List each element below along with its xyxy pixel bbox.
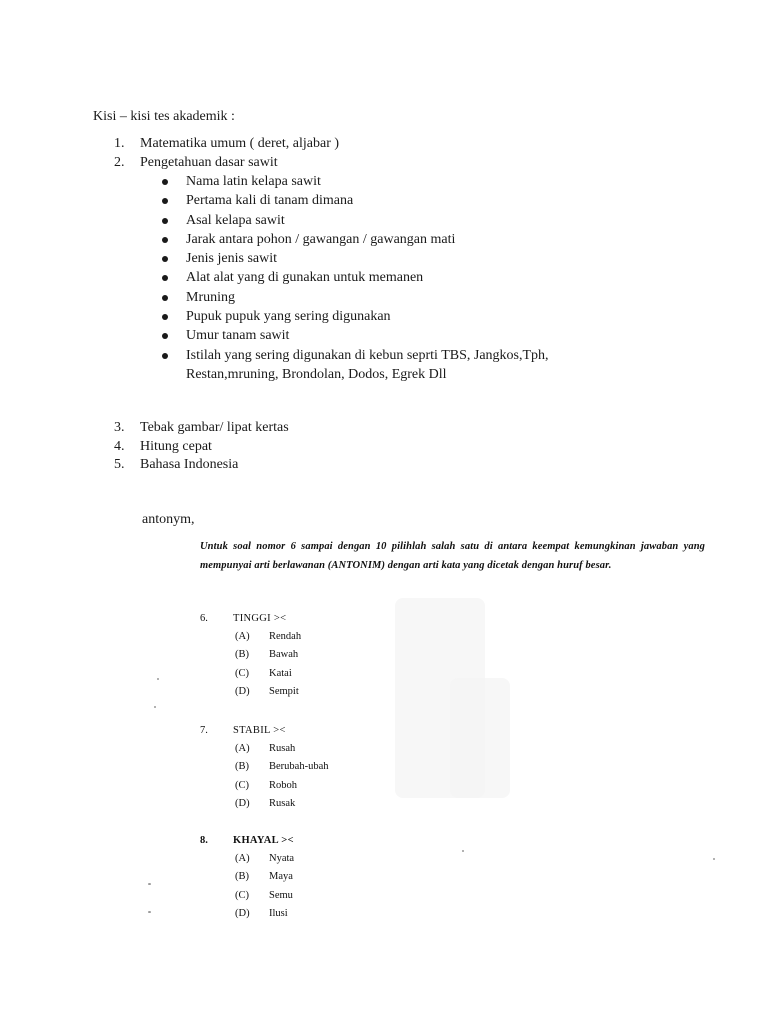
option-label: (B) [235, 871, 249, 883]
option-label: (A) [235, 853, 250, 864]
bullet-dot-icon [162, 295, 168, 301]
antonym-label: antonym, [142, 512, 195, 527]
option-label: (A) [235, 631, 250, 642]
question-block [200, 610, 450, 701]
option-text: Berubah-ubah [269, 761, 329, 773]
option-label: (C) [235, 779, 249, 791]
scan-smudge [450, 678, 510, 798]
item-text: Hitung cepat [140, 438, 212, 454]
scanned-exam-excerpt [140, 528, 730, 938]
answer-option [200, 646, 450, 664]
option-text: Bawah [269, 649, 299, 661]
bullet-dot-icon [162, 237, 168, 243]
question-word: STABIL >< [233, 725, 286, 736]
item-text: Pengetahuan dasar sawit [140, 154, 278, 170]
option-text: Sempit [269, 685, 299, 697]
option-label: (B) [235, 761, 249, 773]
bullet-text: Asal kelapa sawit [186, 212, 285, 228]
item-number: 1. [114, 136, 125, 151]
item-number: 3. [114, 420, 125, 435]
bullet-item [160, 230, 610, 249]
option-label: (B) [235, 649, 249, 661]
question-word: TINGGI >< [233, 613, 287, 624]
bullet-dot-icon [162, 333, 168, 339]
question-number: 7. [200, 725, 208, 736]
list-item [114, 154, 339, 173]
list-item [114, 135, 339, 154]
bullet-dot-icon [162, 198, 168, 204]
scan-speck [148, 883, 151, 885]
bullet-item [160, 191, 610, 210]
answer-option [200, 887, 450, 905]
answer-option [200, 683, 450, 701]
bullet-item [160, 172, 610, 191]
scan-speck [148, 911, 151, 913]
bullet-text: Nama latin kelapa sawit [186, 174, 321, 189]
option-text: Semu [269, 889, 293, 901]
scan-speck [713, 858, 715, 860]
option-text: Nyata [269, 853, 295, 864]
bullet-text: Istilah yang sering digunakan di kebun seprti TBS, Jangkos,Tph, Restan,mruning, Brondolan, Dodos, Egrek Dll [186, 347, 549, 382]
scan-speck [462, 850, 464, 852]
answer-option [200, 795, 450, 813]
bullet-item [160, 288, 610, 307]
answer-option [200, 758, 450, 776]
question-header [200, 610, 450, 628]
bullet-text: Mruning [186, 289, 235, 305]
bullet-item [160, 346, 610, 385]
answer-option [200, 850, 450, 868]
question-header [200, 832, 450, 850]
option-text: Roboh [269, 779, 298, 791]
bullet-text: Umur tanam sawit [186, 328, 290, 344]
page-heading: Kisi – kisi tes akademik : [93, 109, 235, 124]
bullet-dot-icon [162, 314, 168, 320]
question-number: 6. [200, 613, 208, 624]
list-item [114, 419, 289, 438]
question-block [200, 832, 450, 923]
answer-option [200, 905, 450, 923]
answer-option [200, 868, 450, 886]
scan-speck [157, 678, 159, 680]
bullet-dot-icon [162, 353, 168, 359]
question-number: 8. [200, 835, 208, 846]
bullet-item [160, 326, 610, 345]
option-label: (D) [235, 685, 250, 697]
option-text: Katai [269, 667, 292, 679]
item-text: Matematika umum ( deret, aljabar ) [140, 136, 340, 151]
item-text: Bahasa Indonesia [140, 457, 239, 472]
bullet-dot-icon [162, 218, 168, 224]
answer-option [200, 665, 450, 683]
instruction-text: Untuk soal nomor 6 sampai dengan 10 pilihlah salah satu di antara keempat kemungkinan jawaban yang mempunyai arti berlawanan (ANTONIM) dengan arti kata yang dicetak dengan huruf besar. [200, 541, 705, 571]
bullet-item [160, 249, 610, 268]
option-label: (D) [235, 797, 250, 809]
bullet-item [160, 211, 610, 230]
option-label: (A) [235, 743, 250, 754]
option-text: Rusah [269, 743, 296, 754]
bullet-item [160, 307, 610, 326]
option-text: Maya [269, 871, 293, 883]
item-text: Tebak gambar/ lipat kertas [140, 420, 289, 435]
bullet-text: Pertama kali di tanam dimana [186, 193, 354, 209]
option-label: (C) [235, 667, 249, 679]
question-word: KHAYAL >< [233, 835, 294, 846]
option-label: (C) [235, 889, 249, 901]
bullet-dot-icon [162, 256, 168, 262]
numbered-list-bottom [114, 419, 289, 475]
bullet-dot-icon [162, 275, 168, 281]
item-number: 2. [114, 154, 125, 170]
option-text: Rusak [269, 797, 296, 809]
answer-option [200, 628, 450, 646]
numbered-list-top [114, 135, 339, 172]
option-text: Rendah [269, 631, 302, 642]
bullet-dot-icon [162, 179, 168, 185]
list-item [114, 456, 289, 475]
bullet-text: Alat alat yang di gunakan untuk memanen [186, 270, 424, 286]
item-number: 5. [114, 457, 125, 472]
option-label: (D) [235, 907, 250, 919]
question-header [200, 722, 450, 740]
answer-option [200, 740, 450, 758]
scan-speck [154, 706, 156, 708]
option-text: Ilusi [269, 907, 288, 919]
list-item [114, 438, 289, 457]
bullet-item [160, 268, 610, 287]
bullet-text: Pupuk pupuk yang sering digunakan [186, 309, 391, 325]
bullet-text: Jarak antara pohon / gawangan / gawangan mati [186, 231, 456, 247]
item-number: 4. [114, 438, 125, 454]
bullet-text: Jenis jenis sawit [186, 251, 277, 267]
question-block [200, 722, 450, 813]
answer-option [200, 777, 450, 795]
bullet-list [160, 172, 610, 384]
